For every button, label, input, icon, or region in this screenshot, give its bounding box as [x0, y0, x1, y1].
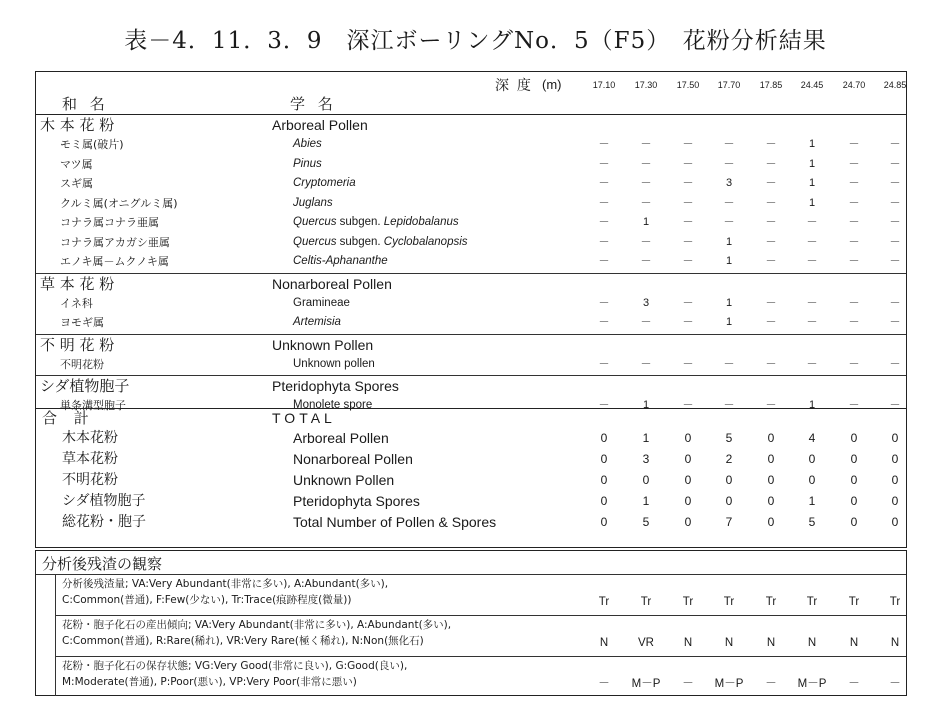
section-title-english: Pteridophyta Spores — [272, 378, 399, 394]
count-cell: － — [848, 177, 860, 189]
residue-legend-line2: C:Common(普通), F:Few(少ない), Tr:Trace(痕跡程度(微量)) — [62, 594, 352, 606]
taxon-japanese: モミ属(破片) — [60, 138, 124, 151]
totals-title-japanese: 合 計 — [42, 409, 95, 427]
total-cell: 7 — [725, 515, 733, 529]
count-cell: － — [723, 196, 735, 209]
residue-cell: Tr — [889, 596, 901, 608]
count-cell: － — [682, 216, 694, 228]
depth-header: 24.70 — [842, 80, 866, 90]
residue-divider — [55, 656, 906, 657]
count-cell: － — [765, 399, 777, 411]
count-cell: － — [682, 296, 694, 309]
total-japanese: 木本花粉 — [62, 430, 118, 446]
depth-header: 17.30 — [634, 80, 658, 90]
count-cell: 3 — [642, 296, 650, 309]
count-cell: － — [765, 316, 777, 328]
count-cell: － — [723, 399, 735, 411]
depth-header: 24.45 — [800, 80, 824, 90]
section-title-japanese: 木 本 花 粉 — [40, 116, 115, 134]
residue-cell: M－P — [797, 678, 827, 690]
residue-title: 分析後残渣の観察 — [42, 555, 163, 573]
residue-legend-line1: 花粉・胞子化石の保存状態; VG:Very Good(非常に良い), G:Good(良い), — [62, 660, 408, 672]
residue-divider — [55, 615, 906, 616]
count-cell: 1 — [725, 316, 733, 328]
count-cell: 1 — [808, 157, 816, 170]
taxon-japanese: クルミ属(オニグルミ属) — [60, 196, 178, 210]
count-cell: － — [889, 196, 901, 209]
count-cell: － — [640, 196, 652, 209]
total-japanese: シダ植物胞子 — [62, 493, 146, 509]
total-cell: 5 — [725, 431, 733, 445]
total-english: Total Number of Pollen & Spores — [293, 514, 497, 530]
taxon-subgenus: subgen. Lepidobalanus — [336, 216, 459, 228]
section-title-japanese: 不 明 花 粉 — [40, 335, 115, 354]
residue-cell: M－P — [714, 678, 744, 690]
count-cell: － — [682, 357, 694, 370]
count-cell: － — [889, 255, 901, 267]
total-cell: 0 — [600, 515, 608, 529]
count-cell: － — [682, 196, 694, 209]
count-cell: － — [682, 316, 694, 328]
count-cell: － — [765, 177, 777, 189]
total-cell: 0 — [767, 515, 775, 529]
count-cell: － — [682, 157, 694, 170]
totals-title-english: TOTAL — [272, 410, 336, 426]
depth-header: 17.70 — [717, 80, 741, 90]
taxon-japanese: エノキ属－ムクノキ属 — [60, 255, 169, 268]
count-cell: － — [848, 399, 860, 411]
total-japanese: 草本花粉 — [62, 451, 118, 467]
count-cell: － — [806, 357, 818, 370]
taxon-scientific: Quercus subgen. Lepidobalanus — [293, 216, 459, 228]
taxon-scientific: Abies — [293, 138, 322, 150]
residue-cell: Tr — [806, 596, 818, 608]
total-cell: 0 — [642, 473, 650, 487]
count-cell: 1 — [808, 399, 816, 411]
residue-cell: VR — [638, 637, 654, 649]
total-cell: 0 — [684, 452, 692, 466]
total-cell: 0 — [684, 431, 692, 445]
taxon-scientific: Unknown pollen — [293, 357, 375, 370]
depth-header: 17.10 — [592, 80, 616, 90]
count-cell: － — [640, 316, 652, 328]
total-cell: 0 — [767, 494, 775, 508]
total-cell: 0 — [600, 494, 608, 508]
count-cell: － — [682, 138, 694, 150]
section-title-japanese: シダ植物胞子 — [40, 377, 130, 395]
taxon-scientific: Cryptomeria — [293, 177, 356, 189]
taxon-japanese: スギ属 — [60, 177, 93, 190]
count-cell: － — [848, 316, 860, 328]
count-cell: － — [765, 138, 777, 150]
total-cell: 0 — [684, 515, 692, 529]
total-cell: 0 — [891, 431, 899, 445]
residue-cell: N — [683, 637, 693, 649]
column-header-japanese: 和 名 — [62, 95, 109, 113]
residue-cell: N — [766, 637, 776, 649]
count-cell: － — [889, 157, 901, 170]
taxon-scientific: Celtis-Aphananthe — [293, 255, 388, 267]
total-cell: 5 — [808, 515, 816, 529]
count-cell: － — [765, 255, 777, 267]
total-cell: 0 — [767, 473, 775, 487]
total-cell: 0 — [850, 494, 858, 508]
count-cell: － — [889, 235, 901, 248]
section-title-english: Unknown Pollen — [272, 336, 374, 353]
header-divider — [36, 114, 906, 115]
residue-cell: － — [682, 678, 694, 690]
count-cell: － — [806, 316, 818, 328]
total-cell: 2 — [725, 452, 733, 466]
residue-cell: N — [599, 637, 609, 649]
total-cell: 0 — [808, 452, 816, 466]
total-japanese: 総花粉・胞子 — [62, 514, 146, 530]
total-cell: 0 — [725, 473, 733, 487]
total-cell: 0 — [891, 515, 899, 529]
residue-cell: Tr — [723, 596, 735, 608]
count-cell: － — [598, 399, 610, 411]
residue-cell: N — [849, 637, 859, 649]
count-cell: － — [848, 255, 860, 267]
taxon-scientific: Artemisia — [293, 316, 341, 328]
count-cell: － — [806, 216, 818, 228]
total-cell: 0 — [600, 452, 608, 466]
count-cell: － — [723, 216, 735, 228]
residue-cell: － — [598, 678, 610, 690]
total-cell: 1 — [808, 494, 816, 508]
count-cell: － — [598, 255, 610, 267]
total-cell: 3 — [642, 452, 650, 466]
count-cell: － — [640, 138, 652, 150]
count-cell: － — [598, 357, 610, 370]
section-title-english: Arboreal Pollen — [272, 117, 368, 133]
residue-cell: N — [807, 637, 817, 649]
count-cell: － — [806, 296, 818, 309]
section-divider — [36, 334, 906, 335]
section-divider — [36, 375, 906, 376]
count-cell: － — [598, 296, 610, 309]
count-cell: － — [765, 235, 777, 248]
column-header-scientific: 学 名 — [290, 95, 337, 113]
count-cell: － — [765, 357, 777, 370]
total-english: Unknown Pollen — [293, 472, 395, 488]
count-cell: － — [682, 235, 694, 248]
total-cell: 0 — [850, 431, 858, 445]
total-cell: 1 — [642, 431, 650, 445]
count-cell: 1 — [725, 255, 733, 267]
residue-inner-border — [55, 574, 56, 696]
taxon-scientific: Pinus — [293, 157, 322, 170]
total-japanese: 不明花粉 — [62, 472, 118, 488]
total-english: Nonarboreal Pollen — [293, 451, 413, 467]
total-cell: 0 — [850, 473, 858, 487]
total-cell: 4 — [808, 431, 816, 445]
section-divider — [36, 273, 906, 274]
total-english: Pteridophyta Spores — [293, 493, 420, 509]
depth-header: 24.85 — [883, 80, 907, 90]
total-cell: 0 — [850, 515, 858, 529]
section-title-japanese: 草 本 花 粉 — [40, 274, 115, 293]
count-cell: － — [848, 235, 860, 248]
total-cell: 1 — [642, 494, 650, 508]
count-cell: － — [889, 316, 901, 328]
count-cell: － — [723, 157, 735, 170]
count-cell: － — [889, 177, 901, 189]
totals-divider — [36, 408, 906, 409]
taxon-scientific: Quercus subgen. Cyclobalanopsis — [293, 235, 468, 248]
count-cell: － — [598, 216, 610, 228]
taxon-japanese: 単条溝型胞子 — [60, 399, 126, 412]
residue-legend-line1: 分析後残渣量; VA:Very Abundant(非常に多い), A:Abundant(多い), — [62, 578, 389, 590]
count-cell: 1 — [642, 216, 650, 228]
total-cell: 0 — [891, 452, 899, 466]
count-cell: － — [848, 296, 860, 309]
count-cell: － — [723, 138, 735, 150]
residue-cell: N — [890, 637, 900, 649]
total-cell: 0 — [891, 473, 899, 487]
count-cell: － — [640, 157, 652, 170]
depth-header: 17.85 — [759, 80, 783, 90]
count-cell: － — [848, 138, 860, 150]
count-cell: － — [598, 157, 610, 170]
count-cell: 1 — [808, 196, 816, 209]
taxon-japanese: イネ科 — [60, 296, 93, 310]
count-cell: － — [765, 296, 777, 309]
count-cell: 1 — [642, 399, 650, 411]
total-english: Arboreal Pollen — [293, 430, 389, 446]
taxon-japanese: コナラ属コナラ亜属 — [60, 216, 159, 229]
total-cell: 0 — [891, 494, 899, 508]
count-cell: － — [806, 235, 818, 248]
taxon-japanese: ヨモギ属 — [60, 316, 104, 329]
count-cell: － — [682, 177, 694, 189]
depth-header: 17.50 — [676, 80, 700, 90]
count-cell: － — [765, 216, 777, 228]
taxon-scientific: Juglans — [293, 196, 333, 209]
count-cell: － — [598, 196, 610, 209]
count-cell: － — [889, 296, 901, 309]
residue-cell: Tr — [765, 596, 777, 608]
count-cell: － — [640, 357, 652, 370]
residue-cell: M－P — [631, 678, 661, 690]
count-cell: － — [598, 177, 610, 189]
residue-cell: Tr — [598, 596, 610, 608]
taxon-japanese: コナラ属アカガシ亜属 — [60, 235, 170, 249]
total-cell: 0 — [684, 494, 692, 508]
total-cell: 0 — [767, 452, 775, 466]
count-cell: － — [598, 138, 610, 150]
taxon-subgenus: subgen. Cyclobalanopsis — [336, 235, 468, 248]
count-cell: － — [640, 255, 652, 267]
count-cell: － — [723, 357, 735, 370]
count-cell: － — [806, 255, 818, 267]
count-cell: 1 — [808, 177, 816, 189]
count-cell: － — [765, 196, 777, 209]
depth-unit: (m) — [542, 77, 562, 92]
residue-legend-line1: 花粉・胞子化石の産出傾向; VA:Very Abundant(非常に多い), A:Abundant(多い), — [62, 619, 452, 631]
count-cell: － — [848, 357, 860, 370]
count-cell: － — [640, 177, 652, 189]
count-cell: 1 — [725, 235, 733, 248]
count-cell: － — [598, 316, 610, 328]
total-cell: 0 — [850, 452, 858, 466]
count-cell: 1 — [808, 138, 816, 150]
residue-cell: Tr — [640, 596, 652, 608]
depth-label: 深 度 — [495, 77, 533, 93]
residue-cell: － — [765, 678, 777, 690]
total-cell: 0 — [600, 473, 608, 487]
total-cell: 0 — [684, 473, 692, 487]
residue-cell: － — [848, 678, 860, 690]
taxon-japanese: マツ属 — [60, 157, 93, 171]
count-cell: 3 — [725, 177, 733, 189]
count-cell: － — [848, 157, 860, 170]
count-cell: － — [765, 157, 777, 170]
total-cell: 0 — [600, 431, 608, 445]
count-cell: － — [848, 216, 860, 228]
count-cell: － — [889, 138, 901, 150]
taxon-scientific: Gramineae — [293, 296, 350, 309]
total-cell: 0 — [725, 494, 733, 508]
section-title-english: Nonarboreal Pollen — [272, 275, 392, 292]
residue-cell: Tr — [848, 596, 860, 608]
total-cell: 0 — [767, 431, 775, 445]
residue-cell: Tr — [682, 596, 694, 608]
count-cell: － — [640, 235, 652, 248]
taxon-scientific: Monolete spore — [293, 399, 373, 411]
residue-legend-line2: C:Common(普通), R:Rare(稀れ), VR:Very Rare(極く稀れ), N:Non(無化石) — [62, 635, 424, 647]
residue-cell: N — [724, 637, 734, 649]
count-cell: － — [889, 216, 901, 228]
count-cell: － — [848, 196, 860, 209]
total-cell: 5 — [642, 515, 650, 529]
taxon-japanese: 不明花粉 — [60, 357, 104, 371]
count-cell: － — [889, 399, 901, 411]
count-cell: － — [889, 357, 901, 370]
page-title: 表－4．11．3．9 深江ボーリングNo．5（F5） 花粉分析結果 — [124, 28, 827, 54]
residue-cell: － — [889, 678, 901, 690]
count-cell: 1 — [725, 296, 733, 309]
residue-legend-line2: M:Moderate(普通), P:Poor(悪い), VP:Very Poor(非常に悪い) — [62, 676, 357, 688]
residue-title-divider — [36, 574, 906, 575]
total-cell: 0 — [808, 473, 816, 487]
count-cell: － — [682, 399, 694, 411]
count-cell: － — [598, 235, 610, 248]
count-cell: － — [682, 255, 694, 267]
